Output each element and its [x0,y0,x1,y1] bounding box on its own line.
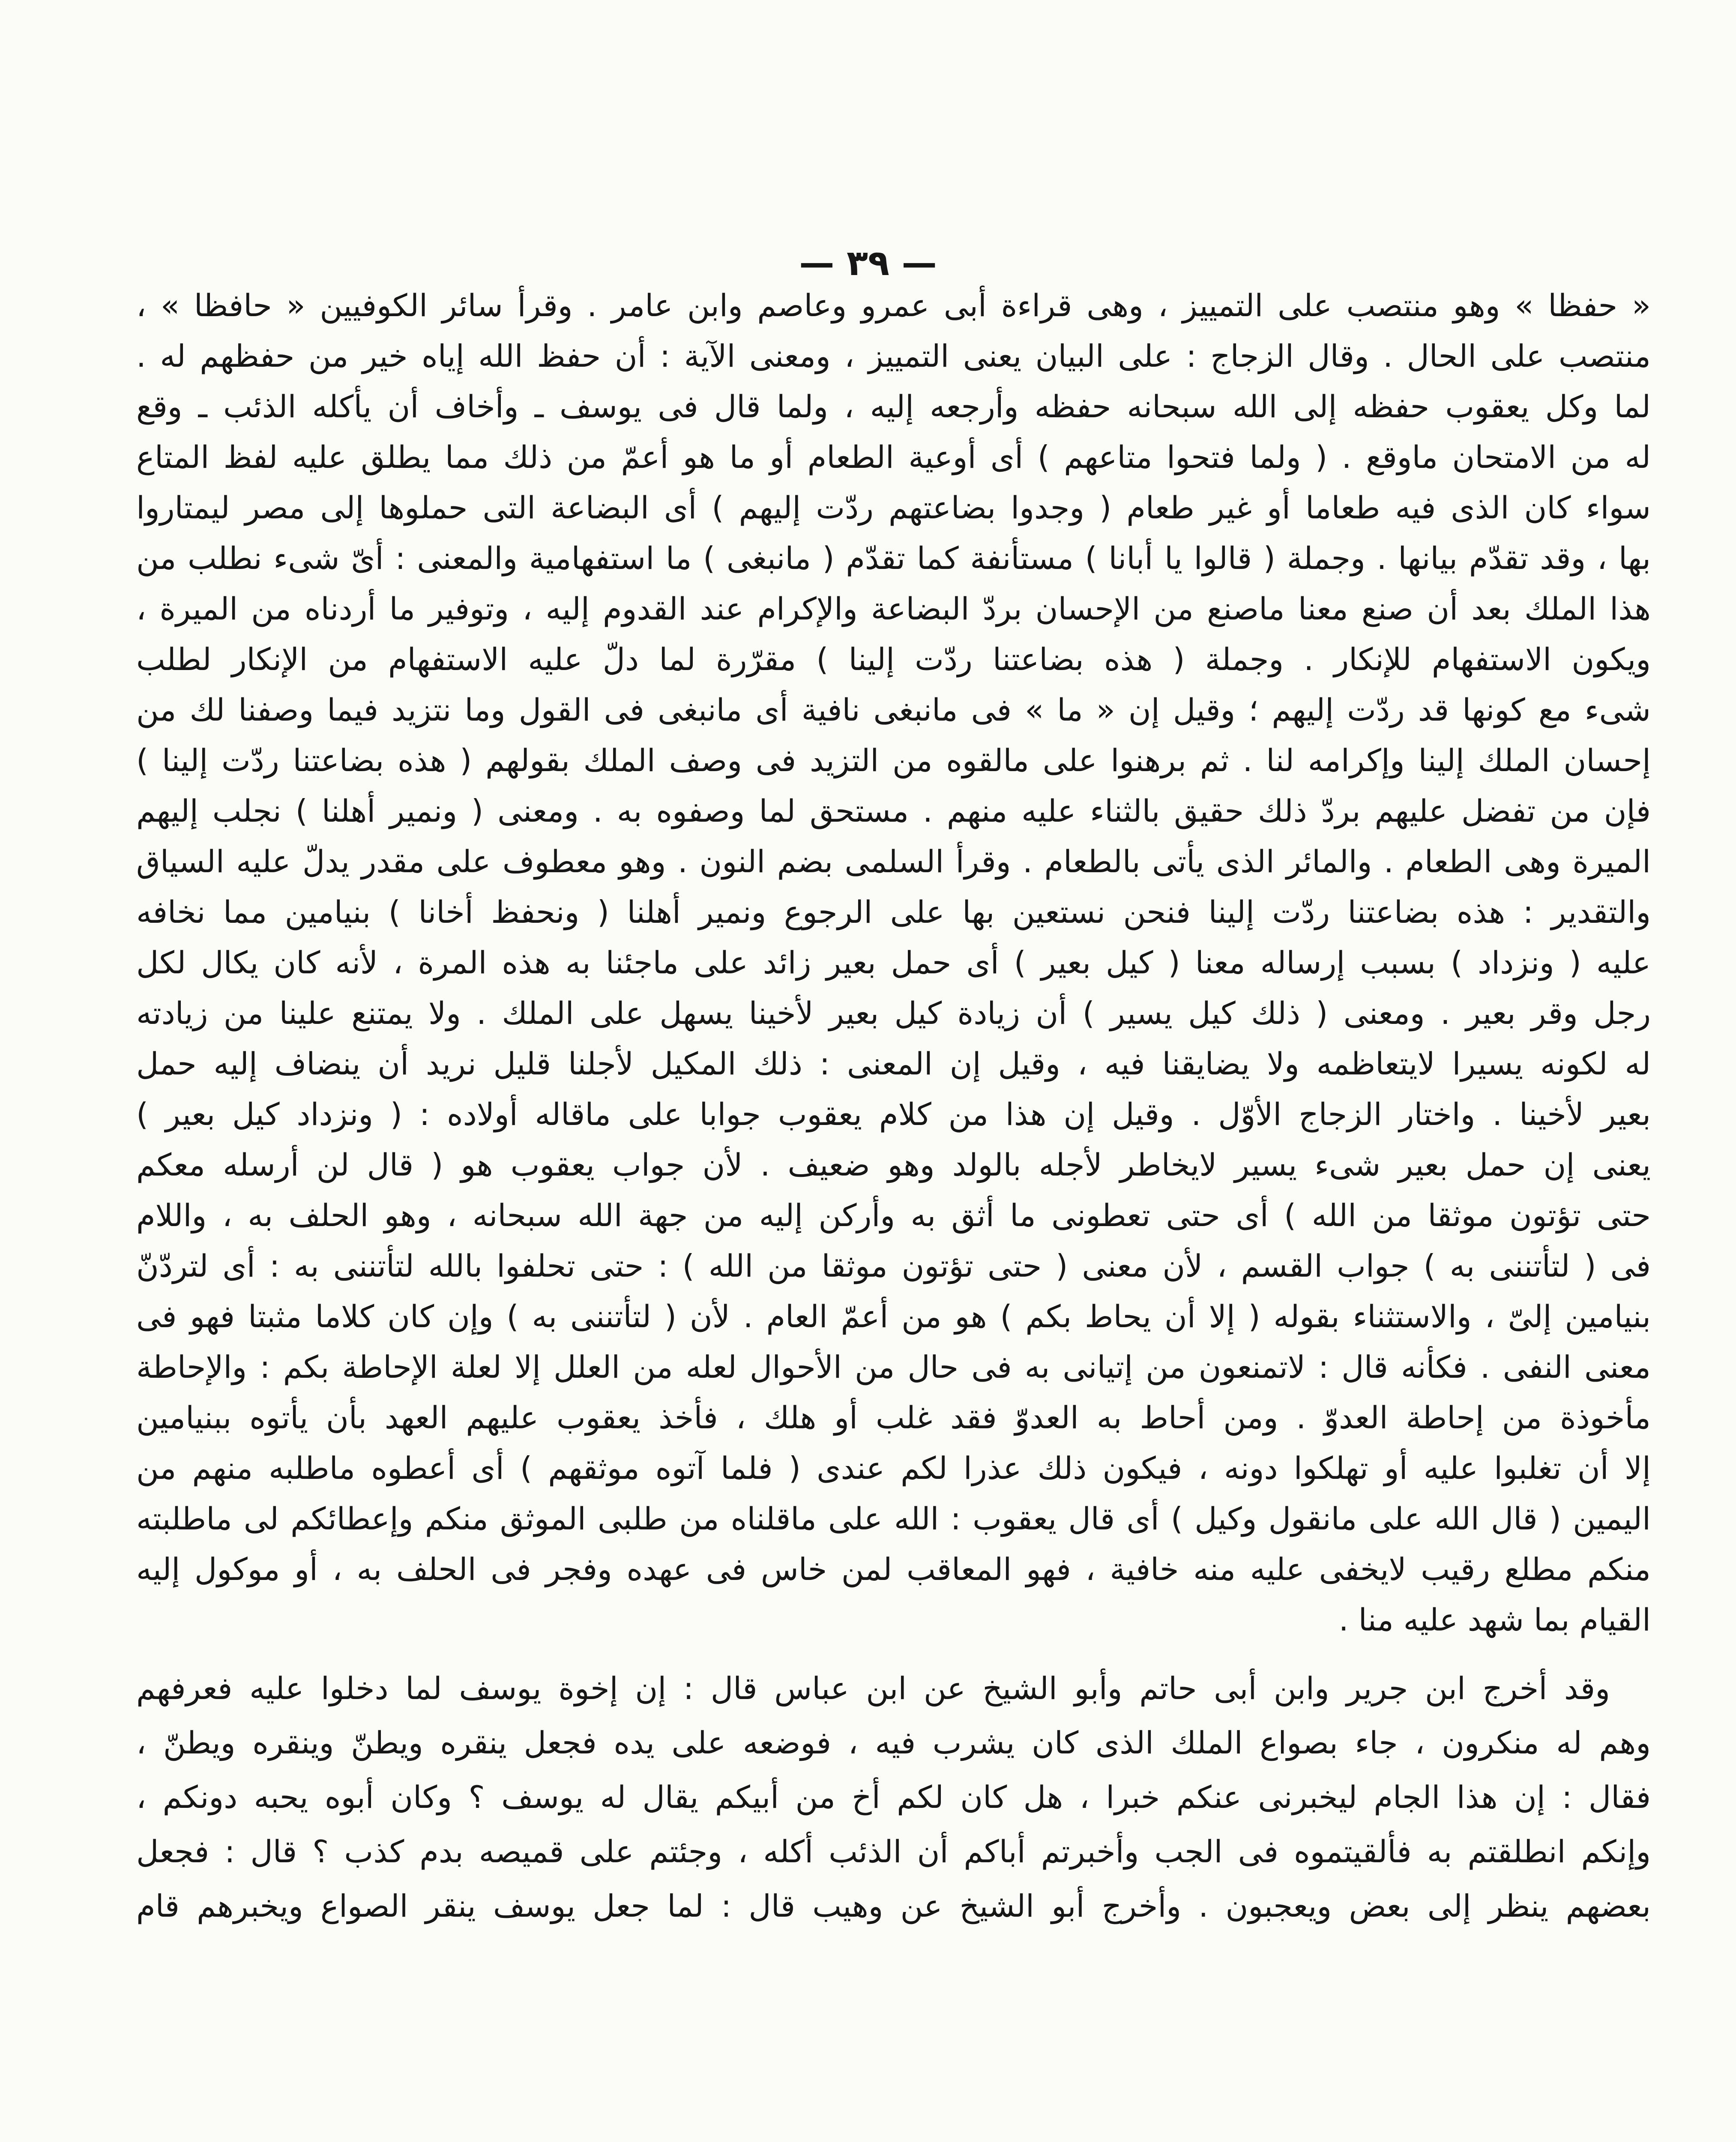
text-line: هذا الملك بعد أن صنع معنا ماصنع من الإحسان بردّ البضاعة والإكرام عند القدوم إليه ، وتوفير ما أردناه من الميرة ، [136,591,1651,627]
text-line: بعير لأخينا . واختار الزجاج الأوّل . وقيل إن هذا من كلام يعقوب جوابا على ماقاله أولاده : ( ونزداد كيل بعير ) [136,1096,1651,1132]
text-line: مأخوذة من إحاطة العدوّ . ومن أحاط به العدوّ فقد غلب أو هلك ، فأخذ يعقوب عليهم العهد بأن يأتوه ببنيامين [136,1400,1651,1436]
text-line: يعنى إن حمل بعير شىء يسير لايخاطر لأجله بالولد وهو ضعيف . لأن جواب يعقوب هو ( قال لن أرسله معكم [136,1147,1651,1183]
text-line: اليمين ( قال الله على مانقول وكيل ) أى قال يعقوب : الله على ماقلناه من طلبى الموثق منكم وإعطائكم لى ماطلبته [136,1501,1651,1537]
text-line: لما وكل يعقوب حفظه إلى الله سبحانه حفظه وأرجعه إليه ، ولما قال فى يوسف ـ وأخاف أن يأكله الذئب ـ وقع [136,389,1651,425]
text-line: القيام بما شهد عليه منا . [1338,1602,1651,1638]
text-line: فى ( لتأتننى به ) جواب القسم ، لأن معنى ( حتى تؤتون موثقا من الله ) : حتى تحلفوا بالله لتأتننى به : أى لتردّنّ [136,1248,1651,1284]
text-line: معنى النفى . فكأنه قال : لاتمنعون من إتيانى به فى حال من الأحوال لعله من العلل إلا لعلة الإحاطة بكم : والإحاطة [136,1349,1651,1385]
text-line: ويكون الاستفهام للإنكار . وجملة ( هذه بضاعتنا ردّت إلينا ) مقرّرة لما دلّ عليه الاستفهام من الإنكار لطلب [136,641,1651,677]
text-line: سواء كان الذى فيه طعاما أو غير طعام ( وجدوا بضاعتهم ردّت إليهم ) أى البضاعة التى حملوها إلى مصر ليمتاروا [136,490,1651,526]
text-line: إحسان الملك إلينا وإكرامه لنا . ثم برهنوا على مالقوه من التزيد فى وصف الملك بقولهم ( هذه بضاعتنا ردّت إلينا ) [136,742,1651,778]
text-line: إلا أن تغلبوا عليه أو تهلكوا دونه ، فيكون ذلك عذرا لكم عندى ( فلما آتوه موثقهم ) أى أعطوه ماطلبه منهم من [136,1450,1651,1486]
text-line: منكم مطلع رقيب لايخفى عليه منه خافية ، فهو المعاقب لمن خاس فى عهده وفجر فى الحلف به ، أو موكول إليه [136,1551,1651,1587]
paragraph-1 [136,280,1651,1645]
text-line: منتصب على الحال . وقال الزجاج : على البيان يعنى التمييز ، ومعنى الآية : أن حفظ الله إياه خير من حفظهم له . [136,338,1651,374]
text-line: الميرة وهى الطعام . والمائر الذى يأتى بالطعام . وقرأ السلمى بضم النون . وهو معطوف على مقدر يدلّ عليه السياق [136,844,1651,880]
text-line: فإن من تفضل عليهم بردّ ذلك حقيق بالثناء عليه منهم . مستحق لما وصفوه به . ومعنى ( ونمير أهلنا ) نجلب إليهم [136,793,1651,829]
text-line: وقد أخرج ابن جرير وابن أبى حاتم وأبو الشيخ عن ابن عباس قال : إن إخوة يوسف لما دخلوا عليه فعرفهم [136,1670,1610,1706]
text-line: له لكونه يسيرا لايتعاظمه ولا يضايقنا فيه ، وقيل إن المعنى : ذلك المكيل لأجلنا قليل نريد أن ينضاف إليه حمل [136,1046,1651,1082]
text-line: « حفظا » وهو منتصب على التمييز ، وهى قراءة أبى عمرو وعاصم وابن عامر . وقرأ سائر الكوفيين « حافظا » ، [136,287,1651,323]
text-line: له من الامتحان ماوقع . ( ولما فتحوا متاعهم ) أى أوعية الطعام أو ما هو أعمّ من ذلك مما يطلق عليه لفظ المتاع [136,439,1651,475]
text-line: عليه ( ونزداد ) بسبب إرساله معنا ( كيل بعير ) أى حمل بعير زائد على ماجئنا به هذه المرة ، لأنه كان يكال لكل [136,945,1651,981]
text-line: شىء مع كونها قد ردّت إليهم ؛ وقيل إن « ما » فى مانبغى نافية أى مانبغى فى القول وما نتزيد فيما وصفنا لك من [136,692,1651,728]
text-line: والتقدير : هذه بضاعتنا ردّت إلينا فنحن نستعين بها على الرجوع ونمير أهلنا ( ونحفظ أخانا ) بنيامين مما نخافه [136,894,1651,930]
text-line: بعضهم ينظر إلى بعض ويعجبون . وأخرج أبو الشيخ عن وهيب قال : لما جعل يوسف ينقر الصواع ويخبرهم قام [136,1888,1651,1924]
text-line: وهم له منكرون ، جاء بصواع الملك الذى كان يشرب فيه ، فوضعه على يده فجعل ينقره ويطنّ وينقره ويطنّ ، [136,1725,1651,1761]
text-line: رجل وقر بعير . ومعنى ( ذلك كيل يسير ) أن زيادة كيل بعير لأخينا يسهل على الملك . ولا يمتنع علينا من زيادته [136,995,1651,1031]
text-line: وإنكم انطلقتم به فألقيتموه فى الجب وأخبرتم أباكم أن الذئب أكله ، وجئتم على قميصه بدم كذب ؟ قال : فجعل [136,1834,1651,1870]
text-line: فقال : إن هذا الجام ليخبرنى عنكم خبرا ، هل كان لكم أخ من أبيكم يقال له يوسف ؟ وكان أبوه يحبه دونكم ، [136,1779,1651,1815]
text-line: حتى تؤتون موثقا من الله ) أى حتى تعطونى ما أثق به وأركن إليه من جهة الله سبحانه ، وهو الحلف به ، واللام [136,1197,1651,1233]
page-number: — ٣٩ — [799,243,937,284]
text-line: بنيامين إلىّ ، والاستثناء بقوله ( إلا أن يحاط بكم ) هو من أعمّ العام . لأن ( لتأتننى به ) وإن كان كلاما مثبتا فهو فى [136,1298,1651,1334]
paragraph-2 [136,1661,1651,1933]
text-line: بها ، وقد تقدّم بيانها . وجملة ( قالوا يا أبانا ) مستأنفة كما تقدّم ( مانبغى ) ما استفهامية والمعنى : أىّ شىء نطلب من [136,540,1651,576]
